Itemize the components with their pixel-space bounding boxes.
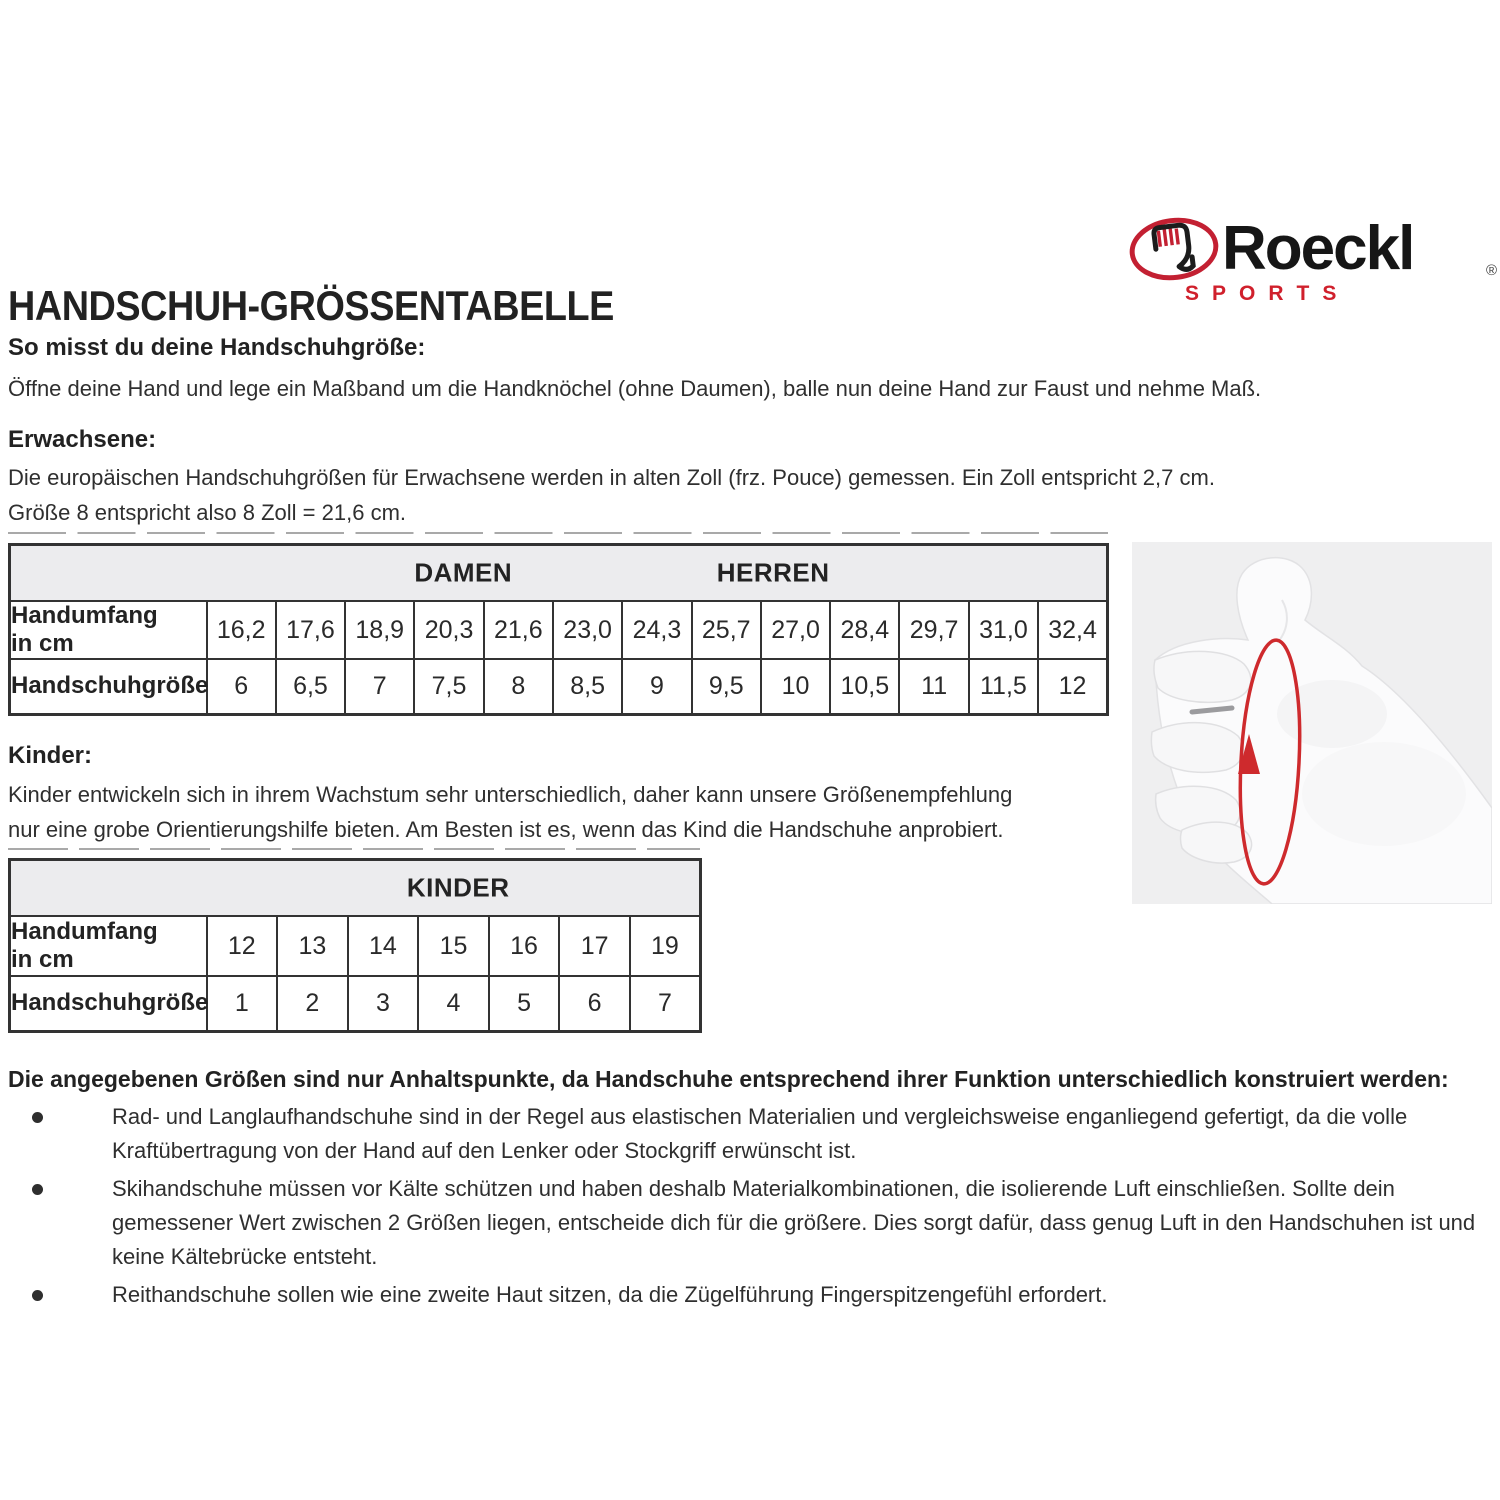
adults-text bbox=[8, 460, 1215, 530]
brand-name: Roeckl bbox=[1222, 214, 1414, 283]
table-cell: 19 bbox=[630, 916, 701, 976]
footer-bullet-list bbox=[8, 1100, 1486, 1316]
table-cell: 18,9 bbox=[345, 601, 414, 659]
kids-text-line2: nur eine grobe Orientierungshilfe bieten. Am Besten ist es, wenn das Kind die Handschuhe anprobiert. bbox=[8, 817, 1004, 842]
table-cell: 27,0 bbox=[761, 601, 830, 659]
adults-heading: Erwachsene: bbox=[8, 426, 157, 453]
table-cell: 8,5 bbox=[553, 659, 622, 714]
table-cell: 13 bbox=[277, 916, 348, 976]
adults-text-line2: Größe 8 entspricht also 8 Zoll = 21,6 cm. bbox=[8, 500, 407, 525]
table-cell: 10,5 bbox=[830, 659, 899, 714]
circumference-label: Handumfang in cm bbox=[10, 601, 207, 659]
kids-table-group-header-row bbox=[10, 860, 701, 917]
table-cell: 24,3 bbox=[622, 601, 691, 659]
table-cell: 6 bbox=[207, 659, 276, 714]
circumference-label: Handumfang in cm bbox=[10, 916, 207, 976]
size-label: Handschuhgröße bbox=[10, 659, 207, 714]
kinder-header: KINDER bbox=[406, 872, 510, 903]
table-cell: 6,5 bbox=[276, 659, 345, 714]
table-cell: 1 bbox=[207, 976, 278, 1031]
list-item bbox=[8, 1278, 1486, 1312]
table-cell: 6 bbox=[559, 976, 630, 1031]
bullet-icon bbox=[32, 1290, 43, 1301]
table-cell: 28,4 bbox=[830, 601, 899, 659]
table-cell: 20,3 bbox=[414, 601, 483, 659]
table-cell: 15 bbox=[418, 916, 489, 976]
table-cell: 17,6 bbox=[276, 601, 345, 659]
brand-logo bbox=[1128, 216, 1500, 316]
kids-size-table bbox=[8, 858, 702, 1033]
table-cell: 10 bbox=[761, 659, 830, 714]
table-cell: 16,2 bbox=[207, 601, 276, 659]
bullet-text: Skihandschuhe müssen vor Kälte schützen und haben deshalb Materialkombinationen, die isolierende Luft einschließen. Sollte dein gemessener Wert zwischen 2 Größen liegen, entscheide dich für die größere. Dies sorgt dafür, dass genug Luft in den Handschuhen ist und keine Kältebrücke entsteht. bbox=[112, 1176, 1476, 1269]
measure-text: Öffne deine Hand und lege ein Maßband um die Handknöchel (ohne Daumen), balle nun deine Hand zur Faust und nehme Maß. bbox=[8, 376, 1262, 401]
kids-text bbox=[8, 777, 1012, 847]
adult-table-group-header-row bbox=[10, 545, 1108, 602]
size-label: Handschuhgröße bbox=[10, 976, 207, 1031]
table-cell: 21,6 bbox=[484, 601, 553, 659]
table-cell: 7 bbox=[345, 659, 414, 714]
kids-table-group-header bbox=[10, 860, 701, 917]
adult-size-table bbox=[8, 543, 1109, 716]
table-cell: 2 bbox=[277, 976, 348, 1031]
table-cell: 32,4 bbox=[1038, 601, 1107, 659]
table-cell: 12 bbox=[207, 916, 278, 976]
herren-header: HERREN bbox=[716, 557, 830, 588]
table-cell: 3 bbox=[348, 976, 419, 1031]
kids-heading: Kinder: bbox=[8, 742, 92, 769]
bullet-text: Rad- und Langlaufhandschuhe sind in der Regel aus elastischen Materialien und vergleichsweise enganliegend gefertigt, da die volle Kraftübertragung von der Hand auf den Lenker oder Stockgriff erwünscht ist. bbox=[112, 1104, 1408, 1163]
table-cell: 23,0 bbox=[553, 601, 622, 659]
list-item bbox=[8, 1100, 1486, 1168]
table-top-ticks bbox=[8, 848, 700, 850]
bullet-text: Reithandschuhe sollen wie eine zweite Haut sitzen, da die Zügelführung Fingerspitzengefühl erfordert. bbox=[112, 1282, 1108, 1307]
table-cell: 5 bbox=[489, 976, 560, 1031]
table-top-ticks bbox=[8, 532, 1108, 534]
table-cell: 8 bbox=[484, 659, 553, 714]
kids-size-row bbox=[10, 976, 701, 1031]
measure-heading: So misst du deine Handschuhgröße: bbox=[8, 334, 426, 361]
table-cell: 11,5 bbox=[969, 659, 1038, 714]
table-cell: 29,7 bbox=[899, 601, 968, 659]
adult-size-row bbox=[10, 659, 1108, 714]
table-cell: 7 bbox=[630, 976, 701, 1031]
kids-text-line1: Kinder entwickeln sich in ihrem Wachstum sehr unterschiedlich, daher kann unsere Größenempfehlung bbox=[8, 782, 1013, 807]
table-cell: 16 bbox=[489, 916, 560, 976]
footer-intro: Die angegebenen Größen sind nur Anhaltspunkte, da Handschuhe entsprechend ihrer Funktion unterschiedlich konstruiert werden: bbox=[8, 1066, 1449, 1092]
damen-header: DAMEN bbox=[414, 557, 513, 588]
table-cell: 7,5 bbox=[414, 659, 483, 714]
table-cell: 4 bbox=[418, 976, 489, 1031]
roeckl-glove-icon bbox=[1128, 216, 1220, 282]
table-cell: 9,5 bbox=[692, 659, 761, 714]
adult-table-group-header bbox=[10, 545, 1108, 602]
adults-text-line1: Die europäischen Handschuhgrößen für Erwachsene werden in alten Zoll (frz. Pouce) gemessen. Ein Zoll entspricht 2,7 cm. bbox=[8, 465, 1215, 490]
brand-subname: SPORTS bbox=[1185, 282, 1350, 305]
table-cell: 14 bbox=[348, 916, 419, 976]
registered-mark: ® bbox=[1486, 262, 1498, 279]
adult-circumference-row bbox=[10, 601, 1108, 659]
bullet-icon bbox=[32, 1184, 43, 1195]
table-cell: 25,7 bbox=[692, 601, 761, 659]
page-title: HANDSCHUH-GRÖSSENTABELLE bbox=[8, 282, 614, 330]
list-item bbox=[8, 1172, 1486, 1274]
kids-circumference-row bbox=[10, 916, 701, 976]
table-cell: 17 bbox=[559, 916, 630, 976]
table-cell: 31,0 bbox=[969, 601, 1038, 659]
bullet-icon bbox=[32, 1112, 43, 1123]
hand-measurement-photo bbox=[1132, 542, 1492, 904]
table-cell: 9 bbox=[622, 659, 691, 714]
table-cell: 11 bbox=[899, 659, 968, 714]
table-cell: 12 bbox=[1038, 659, 1107, 714]
